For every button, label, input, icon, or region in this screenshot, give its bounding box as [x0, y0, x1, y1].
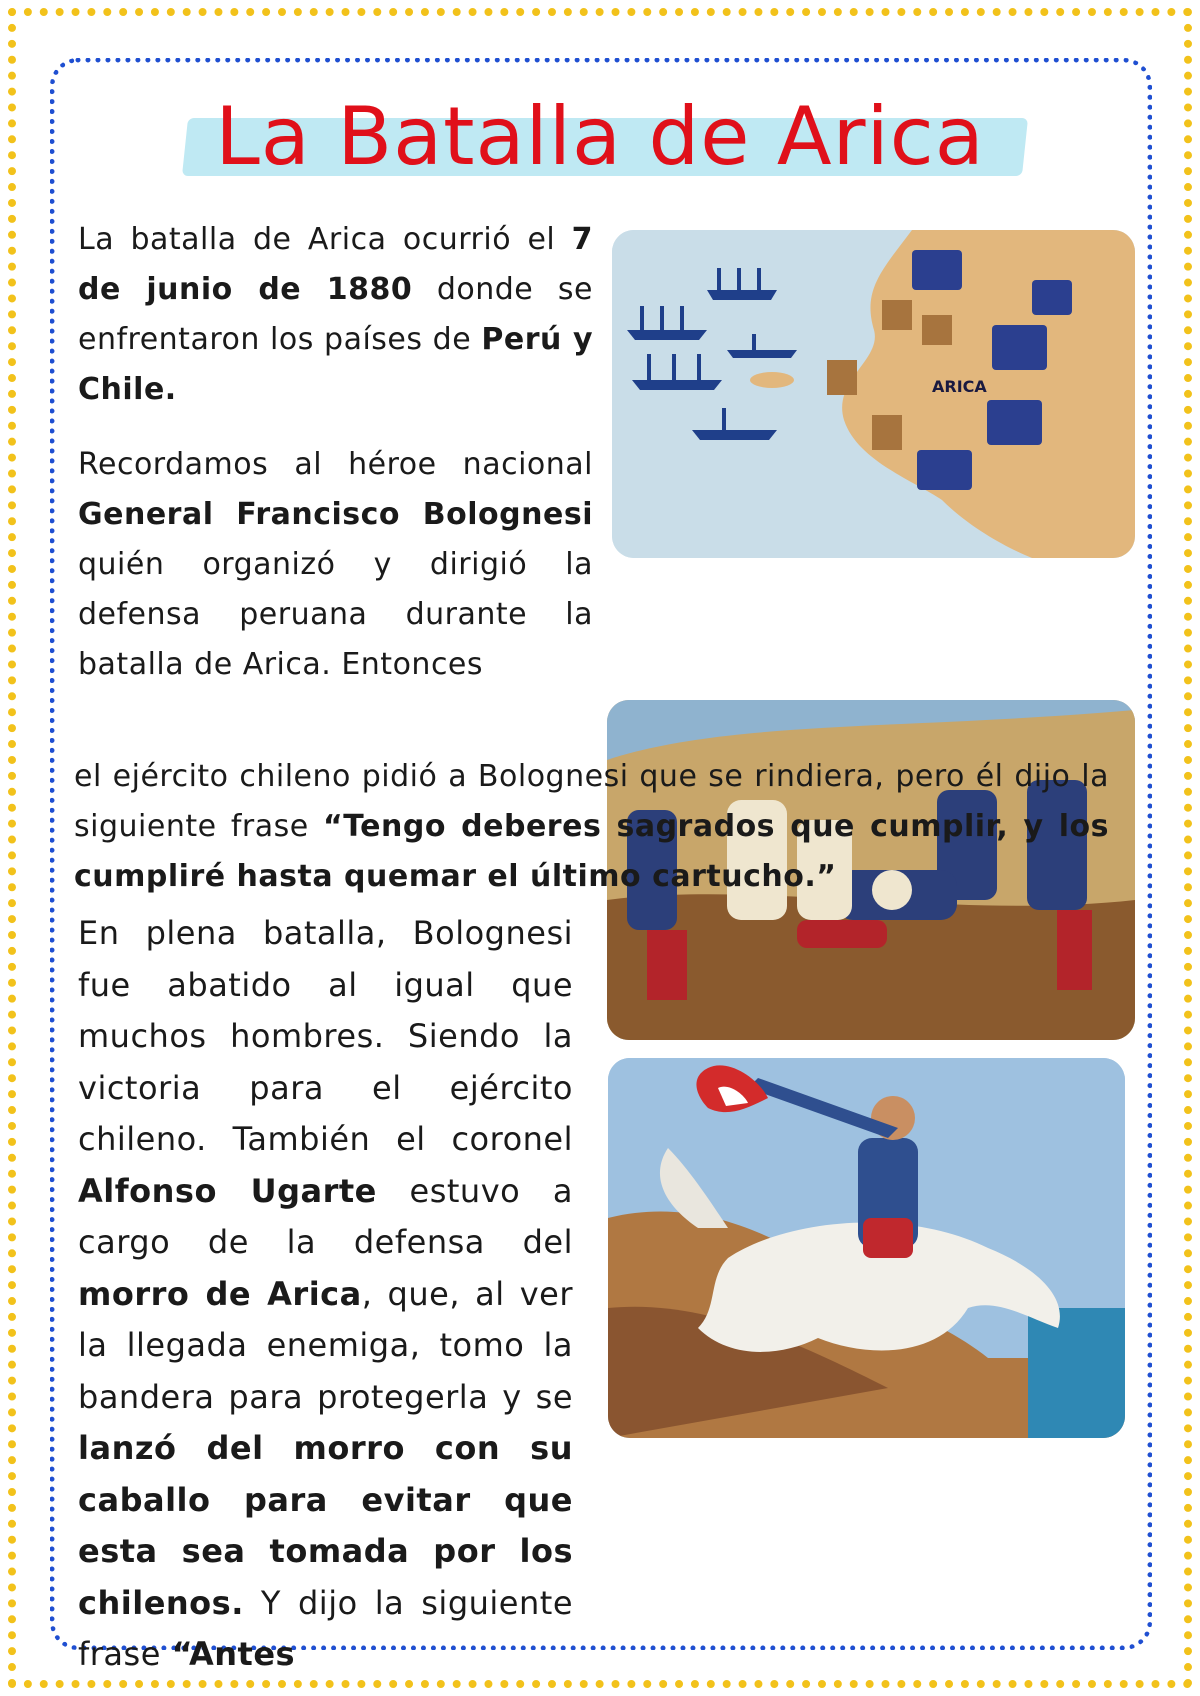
ugarte-horse-illustration [608, 1058, 1125, 1438]
bold-morro: morro de Arica [78, 1274, 362, 1313]
text: En plena batalla, Bolognesi fue abatido al igual que muchos hombres. Siendo la victoria para el ejército chileno. También el coronel [78, 914, 573, 1158]
bold-date: 7 de junio de 1880 [78, 222, 593, 307]
text: La batalla de Arica ocurrió el [78, 222, 572, 257]
paragraph-quote [74, 752, 1109, 902]
bold-countries: Perú y Chile. [78, 322, 593, 407]
bold-ugarte: Alfonso Ugarte [78, 1171, 377, 1210]
text: el ejército chileno pidió a Bolognesi que se rindiera, pero él dijo la siguiente frase [74, 759, 1109, 844]
text: estuvo a cargo de la defensa del [78, 1171, 574, 1261]
bold-jump: lanzó del morro con su caballo para evitar que esta sea tomada por los chilenos. [78, 1429, 573, 1622]
text: quién organizó y dirigió la defensa peruana durante la batalla de Arica. Entonces [78, 547, 593, 682]
text: donde se enfrentaron los países de [78, 272, 593, 357]
paragraph-bolognesi [78, 440, 593, 690]
bold-antes: “Antes [171, 1635, 296, 1673]
page-title: La Batalla de Arica [215, 90, 985, 183]
bold-hero-name: General Francisco Bolognesi [78, 497, 593, 532]
map-label-arica: ARICA [932, 377, 987, 396]
paragraph-date [78, 215, 593, 415]
text: Recordamos al héroe nacional [78, 447, 593, 482]
text: Y dijo la siguiente frase [78, 1583, 573, 1673]
text: , que, al ver la llegada enemiga, tomo la bandera para protegerla y se [78, 1274, 574, 1416]
paragraph-ugarte [78, 908, 573, 1681]
bold-quote: “Tengo deberes sagrados que cumplir, y los cumpliré hasta quemar el último cartucho.” [74, 809, 1109, 894]
battle-map-illustration [612, 230, 1135, 558]
